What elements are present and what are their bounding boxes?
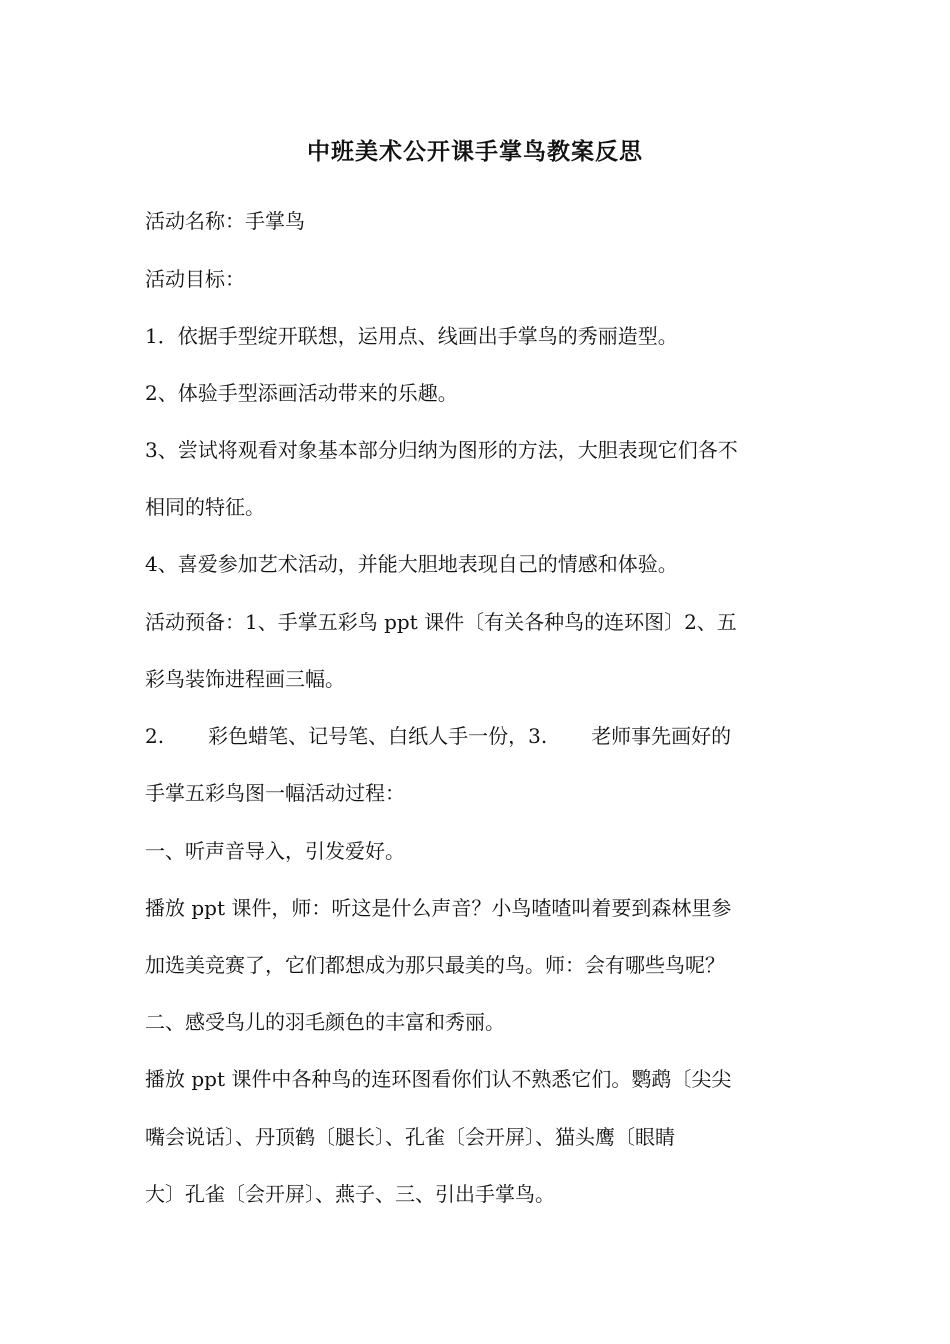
goal-2-line: 2、体验手型添画活动带来的乐趣。 <box>145 381 458 405</box>
step-1-heading: 一、听声音导入，引发爱好。 <box>145 839 405 863</box>
activity-goals-heading: 活动目标： <box>145 267 245 291</box>
step-1-text-continuation: 加选美竞赛了，它们都想成为那只最美的鸟。师：会有哪些鸟呢？ <box>145 953 725 977</box>
preparation-line: 活动预备：1、手掌五彩鸟 ppt 课件〔有关各种鸟的连环图〕2、五 <box>145 610 737 634</box>
preparation-continuation: 彩鸟装饰进程画三幅。 <box>145 667 345 691</box>
materials-item-number: 2. <box>145 724 165 748</box>
step-2-text-end: 大〕孔雀〔会开屏〕、燕子、三、引出手掌鸟。 <box>145 1182 555 1206</box>
goal-3-line: 3、尝试将观看对象基本部分归纳为图形的方法，大胆表现它们各不 <box>145 438 738 462</box>
goal-1-line: 1．依据手型绽开联想，运用点、线画出手掌鸟的秀丽造型。 <box>145 324 678 348</box>
process-heading-line: 手掌五彩鸟图一幅活动过程： <box>145 781 405 805</box>
step-1-text-line: 播放 ppt 课件，师：听这是什么声音？小鸟喳喳叫着要到森林里参 <box>145 896 732 920</box>
materials-text: 彩色蜡笔、记号笔、白纸人手一份，3. <box>208 724 548 748</box>
activity-name-line: 活动名称：手掌鸟 <box>145 209 305 233</box>
step-2-text-continuation: 嘴会说话〕、丹顶鹤〔腿长〕、孔雀〔会开屏〕、猫头鹰〔眼睛 <box>145 1125 675 1149</box>
goal-4-line: 4、喜爱参加艺术活动，并能大胆地表现自己的情感和体验。 <box>145 552 678 576</box>
materials-line <box>145 721 810 751</box>
step-2-text-line: 播放 ppt 课件中各种鸟的连环图看你们认不熟悉它们。鹦鹉〔尖尖 <box>145 1067 732 1091</box>
document-title: 中班美术公开课手掌鸟教案反思 <box>307 138 643 165</box>
goal-3-continuation: 相同的特征。 <box>145 495 265 519</box>
step-2-heading: 二、感受鸟儿的羽毛颜色的丰富和秀丽。 <box>145 1010 505 1034</box>
materials-teacher-text: 老师事先画好的 <box>591 724 732 748</box>
